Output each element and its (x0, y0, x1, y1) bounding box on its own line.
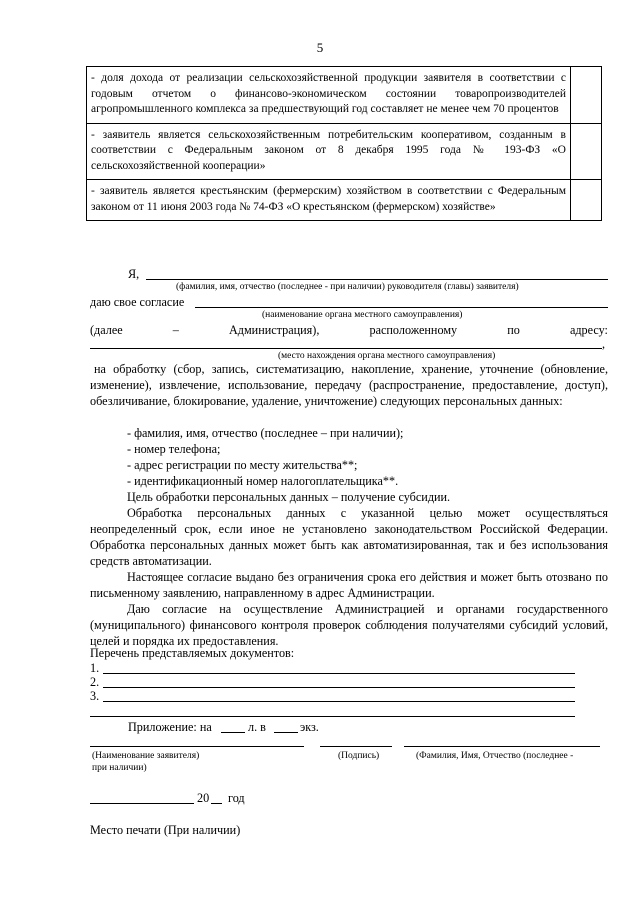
appendix-copies-input[interactable] (274, 732, 298, 733)
criteria-row (87, 180, 602, 221)
year-prefix: 20 (197, 791, 210, 805)
processing-term-paragraph: Обработка персональных данных с указанной целью может осуществляться неопределенный срок, если иное не установлено законодательством Российской Федерации. Обработка персональных данных может быть как автоматизированная, так и без использования средств автоматизации. (90, 506, 608, 568)
processing-text: на обработку (сбор, запись, систематизацию, накопление, хранение, уточнение (обновление, изменение), извлечение, использование, передачу (распространение, предоставление, доступ), обезличивание, блокирование, удаление, уничтожение) следующих персональных данных: (90, 362, 608, 408)
document-number: 1. (90, 661, 100, 675)
criteria-text: - заявитель является крестьянским (фермерским) хозяйством в соответствии с Федеральным законом от 11 июня 2003 года № 74-ФЗ «О крестьянском (фермерском) хозяйстве» (87, 180, 571, 221)
address-caption: (место нахождения органа местного самоуправления) (278, 351, 496, 361)
date-input-line[interactable] (90, 803, 194, 804)
appendix-sheets-input[interactable] (221, 732, 245, 733)
consent-label: даю свое согласие (90, 295, 185, 309)
document-number: 2. (90, 675, 100, 689)
criteria-table (86, 66, 602, 221)
data-item: - идентификационный номер налогоплательщика**. (127, 474, 399, 488)
year-suffix: год (228, 791, 245, 805)
fio-signature-line[interactable] (404, 746, 600, 747)
documents-heading: Перечень представляемых документов: (90, 646, 295, 660)
data-item: - фамилия, имя, отчество (последнее – при наличии); (127, 426, 404, 440)
fio-signature-caption: (Фамилия, Имя, Отчество (последнее - (416, 751, 574, 761)
dalee-word: по (507, 323, 520, 337)
year-input-line[interactable] (211, 803, 222, 804)
dalee-word: (далее (90, 323, 123, 337)
document-extra-line[interactable] (90, 716, 575, 717)
dalee-line (90, 323, 608, 338)
dalee-word: Администрация), (228, 323, 320, 337)
data-item: - номер телефона; (127, 442, 221, 456)
criteria-text: - доля дохода от реализации сельскохозяйственной продукции заявителя в соответствии с годовым отчетом о финансово-экономическом состоянии товаропроизводителей агропромышленного комплекса за предшествующий год составляет не менее чем 70 процентов (87, 67, 571, 124)
address-input-line[interactable] (90, 348, 602, 349)
page-number: 5 (316, 40, 324, 55)
criteria-checkbox-cell[interactable] (571, 180, 602, 221)
signature-line[interactable] (320, 746, 392, 747)
ya-label: Я, (128, 267, 140, 281)
document-input-line[interactable] (103, 673, 575, 674)
applicant-name-line[interactable] (90, 746, 304, 747)
validity-paragraph: Настоящее согласие выдано без ограничения срока его действия и может быть отозвано по письменному заявлению, направленному в адрес Администрации. (90, 570, 608, 600)
dalee-word: адресу: (569, 323, 608, 337)
organ-caption: (наименование органа местного самоуправления) (262, 310, 463, 320)
address-comma: , (602, 337, 606, 351)
data-item: - адрес регистрации по месту жительства**; (127, 458, 358, 472)
stamp-place-label: Место печати (При наличии) (90, 823, 241, 837)
fio-caption: (фамилия, имя, отчество (последнее - при наличии) руководителя (главы) заявителя) (176, 282, 519, 292)
organ-input-line[interactable] (195, 307, 608, 308)
document-input-line[interactable] (103, 687, 575, 688)
document-number: 3. (90, 689, 100, 703)
applicant-name-caption: (Наименование заявителя) (92, 751, 200, 761)
document-input-line[interactable] (103, 701, 575, 702)
signature-caption: (Подпись) (338, 751, 380, 761)
criteria-checkbox-cell[interactable] (571, 67, 602, 124)
applicant-name-caption-cont: при наличии) (92, 763, 147, 773)
criteria-text: - заявитель является сельскохозяйственным потребительским кооперативом, созданным в соответствии с Федеральным законом от 8 декабря 1995 года № 193-ФЗ «О сельскохозяйственной кооперации» (87, 123, 571, 180)
fio-input-line[interactable] (146, 279, 608, 280)
dalee-word: расположенному (369, 323, 458, 337)
control-consent-paragraph: Даю согласие на осуществление Администрацией и органами государственного (муниципального) финансового контроля проверок соблюдения получателями субсидий условий, целей и порядка их предоставления. (90, 602, 608, 648)
criteria-checkbox-cell[interactable] (571, 123, 602, 180)
purpose-text: Цель обработки персональных данных – получение субсидии. (127, 490, 451, 504)
criteria-row (87, 123, 602, 180)
appendix-suffix: экз. (300, 720, 319, 734)
appendix-prefix: Приложение: на (128, 720, 212, 734)
dalee-word: – (172, 323, 179, 337)
criteria-row (87, 67, 602, 124)
appendix-middle: л. в (248, 720, 266, 734)
